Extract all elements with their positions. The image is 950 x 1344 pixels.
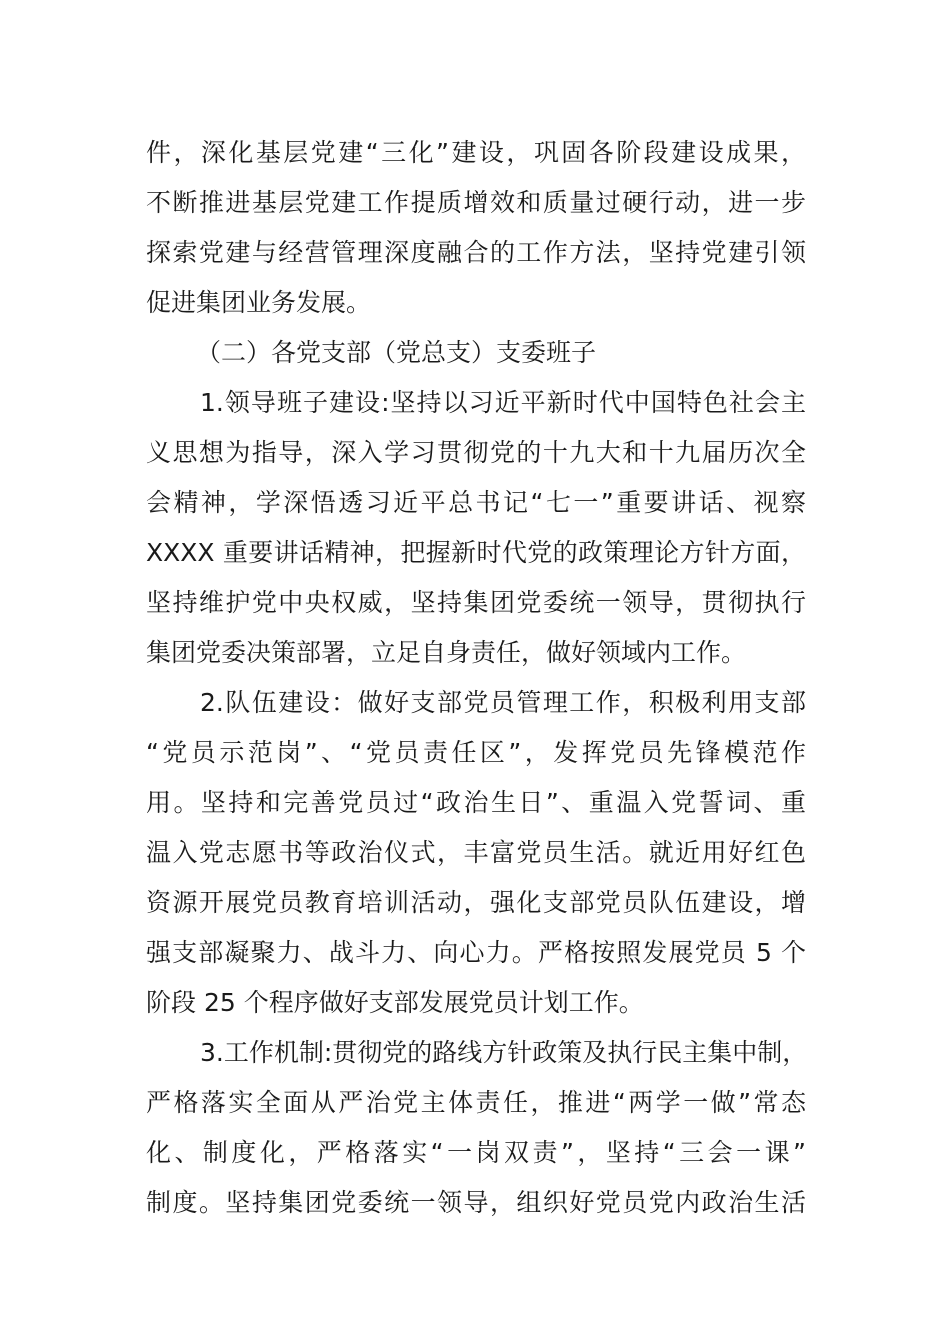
text-line: 资源开展党员教育培训活动，强化支部党员队伍建设，增 bbox=[146, 888, 806, 917]
text-line: 会精神，学深悟透习近平总书记“七一”重要讲话、视察 bbox=[146, 488, 806, 517]
text-line: 探索党建与经营管理深度融合的工作方法，坚持党建引领 bbox=[146, 238, 806, 267]
text-line: 阶段 25 个程序做好支部发展党员计划工作。 bbox=[146, 988, 644, 1017]
text-line: 集团党委决策部署，立足自身责任，做好领域内工作。 bbox=[146, 638, 747, 667]
text-line: 强支部凝聚力、战斗力、向心力。严格按照发展党员 5 个 bbox=[146, 938, 806, 967]
text-line: 2.队伍建设：做好支部党员管理工作，积极利用支部 bbox=[200, 688, 806, 717]
text-line: “党员示范岗”、“党员责任区”，发挥党员先锋模范作 bbox=[146, 738, 806, 767]
text-line: 用。坚持和完善党员过“政治生日”、重温入党誓词、重 bbox=[146, 788, 806, 817]
text-line: XXXX 重要讲话精神，把握新时代党的政策理论方针方面， bbox=[146, 538, 806, 567]
text-line: 制度。坚持集团党委统一领导，组织好党员党内政治生活 bbox=[146, 1188, 806, 1217]
text-line: 严格落实全面从严治党主体责任，推进“两学一做”常态 bbox=[146, 1088, 806, 1117]
body-text bbox=[146, 128, 806, 1228]
text-line: 件，深化基层党建“三化”建设，巩固各阶段建设成果， bbox=[146, 138, 806, 167]
text-line: 坚持维护党中央权威，坚持集团党委统一领导，贯彻执行 bbox=[146, 588, 806, 617]
text-line: 1.领导班子建设:坚持以习近平新时代中国特色社会主 bbox=[200, 388, 806, 417]
text-line: 促进集团业务发展。 bbox=[146, 288, 372, 317]
text-line: 3.工作机制:贯彻党的路线方针政策及执行民主集中制， bbox=[200, 1038, 808, 1067]
text-line: 不断推进基层党建工作提质增效和质量过硬行动，进一步 bbox=[146, 188, 806, 217]
section-heading: （二）各党支部（党总支）支委班子 bbox=[196, 338, 597, 367]
text-line: 化、制度化，严格落实“一岗双责”，坚持“三会一课” bbox=[146, 1138, 806, 1167]
text-line: 温入党志愿书等政治仪式，丰富党员生活。就近用好红色 bbox=[146, 838, 806, 867]
text-line: 义思想为指导，深入学习贯彻党的十九大和十九届历次全 bbox=[146, 438, 806, 467]
